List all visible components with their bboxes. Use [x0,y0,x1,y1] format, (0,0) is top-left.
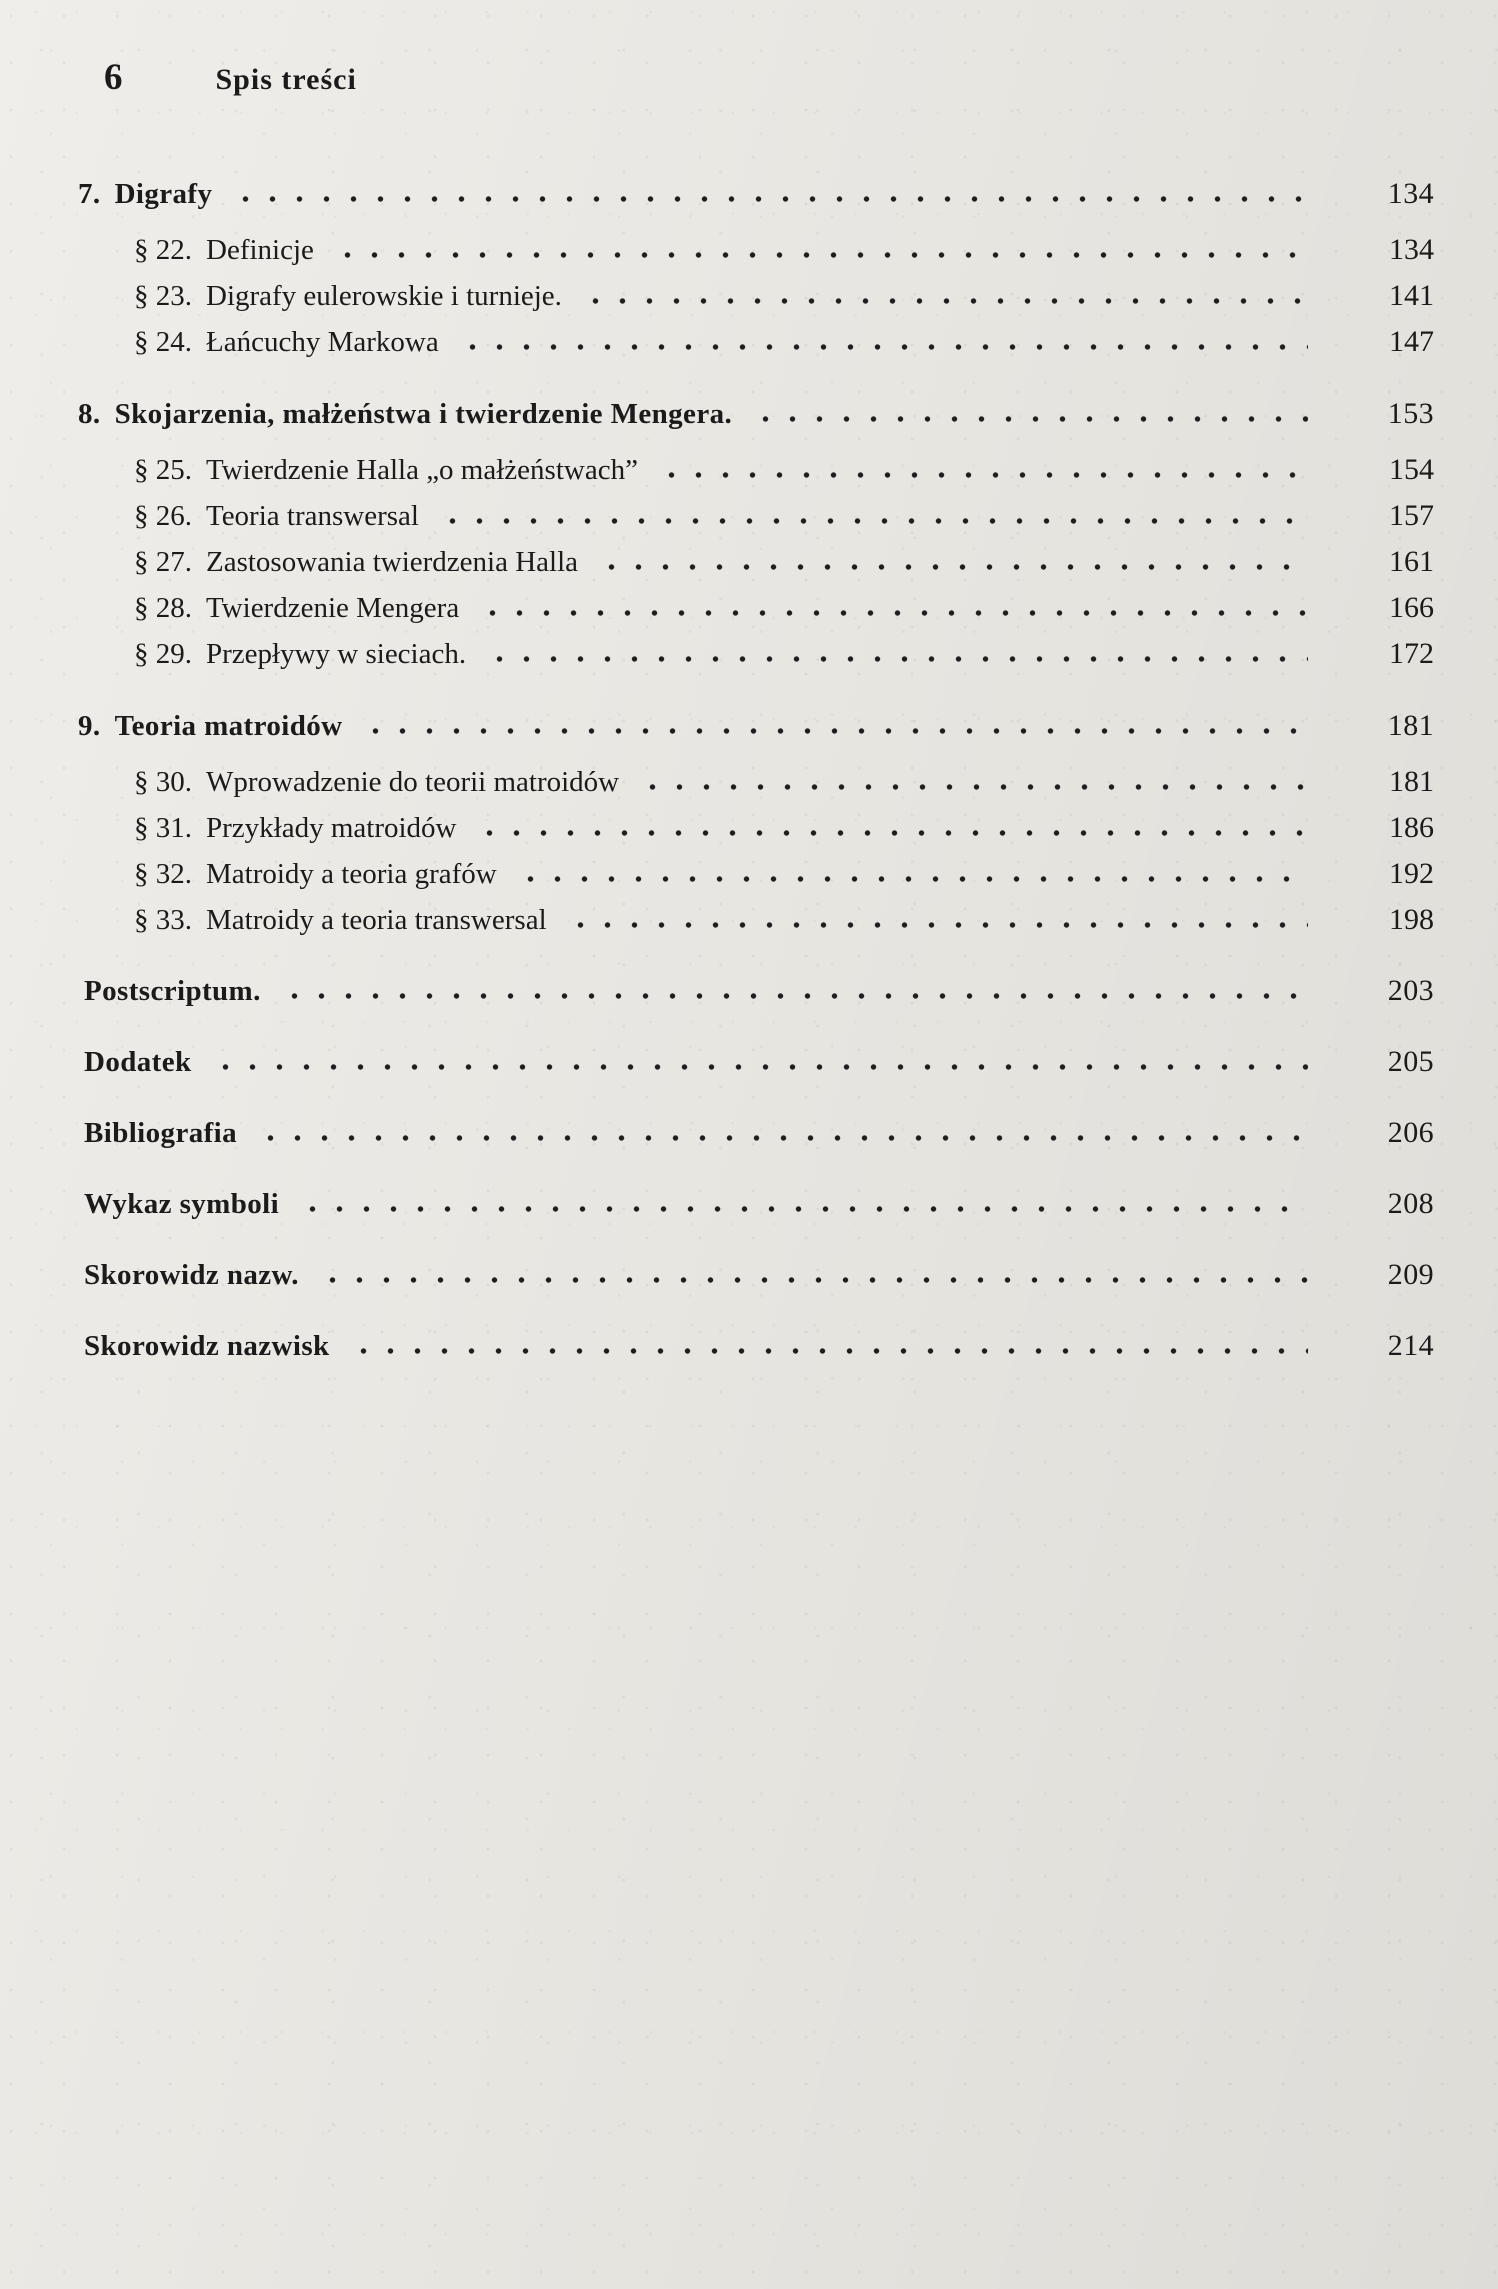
entry-title: Łańcuchy Markowa [206,326,439,358]
toc-entry-section-25 [78,447,1434,493]
entry-number: § 32. [134,858,192,890]
toc-entry-section-28 [78,585,1434,631]
entry-page-number: 206 [1387,1116,1434,1149]
dot-leader [346,1323,1308,1369]
entry-number: § 25. [134,454,192,486]
toc-entry-section-29 [78,631,1434,677]
dot-leader [455,319,1308,365]
entry-page-number: 153 [1387,397,1434,430]
entry-title: Zastosowania twierdzenia Halla [206,546,579,578]
entry-title: Skorowidz nazwisk [84,1330,330,1362]
entry-number: § 27. [134,546,192,578]
entry-page-number: 186 [1389,811,1434,844]
toc-entry-chapter-8 [78,391,1434,437]
entry-page-number: 203 [1387,974,1434,1007]
toc-entry-section-30 [78,759,1434,805]
toc-entry-section-33 [78,897,1434,943]
entry-page-number: 134 [1387,177,1434,210]
entry-title: Definicje [206,234,314,266]
dot-leader [472,805,1308,851]
running-head [78,56,1434,99]
dot-leader [513,851,1308,897]
entry-title: Przykłady matroidów [206,812,457,844]
folio-page-number: 6 [104,57,124,98]
table-of-contents [78,171,1434,1369]
dot-leader [358,703,1308,749]
dot-leader [594,539,1308,585]
entry-number: 7. [78,178,101,210]
entry-number: 9. [78,710,101,742]
page-title: Spis treści [215,63,357,96]
dot-leader [330,227,1308,273]
dot-leader [654,447,1308,493]
toc-entry-section-22 [78,227,1434,273]
entry-title: Matroidy a teoria grafów [206,858,497,890]
toc-entry-section-31 [78,805,1434,851]
entry-title: Wykaz symboli [84,1188,280,1220]
entry-number: 8. [78,398,101,430]
entry-page-number: 172 [1389,637,1434,670]
toc-entry-skorowidz-nazw [78,1252,1434,1298]
dot-leader [563,897,1308,943]
entry-title: Twierdzenie Mengera [206,592,460,624]
dot-leader [295,1181,1308,1227]
entry-page-number: 198 [1389,903,1434,936]
entry-page-number: 192 [1389,857,1434,890]
entry-page-number: 157 [1389,499,1434,532]
toc-entry-section-27 [78,539,1434,585]
entry-page-number: 161 [1389,545,1434,578]
dot-leader [315,1252,1308,1298]
entry-page-number: 209 [1387,1258,1434,1291]
toc-entry-postscriptum [78,968,1434,1014]
dot-leader [635,759,1308,805]
entry-page-number: 147 [1389,325,1434,358]
entry-title: Postscriptum. [84,975,261,1007]
entry-number: § 29. [134,638,192,670]
entry-title: Digrafy eulerowskie i turnieje. [206,280,562,312]
entry-title: Przepływy w sieciach. [206,638,467,670]
entry-number: § 31. [134,812,192,844]
dot-leader [253,1110,1308,1156]
entry-title: Dodatek [84,1046,192,1078]
entry-page-number: 141 [1389,279,1434,312]
entry-number: § 23. [134,280,192,312]
entry-title: Bibliografia [84,1117,238,1149]
entry-number: § 28. [134,592,192,624]
dot-leader [748,391,1308,437]
page-content [78,56,1434,1369]
entry-title: Skojarzenia, małżeństwa i twierdzenie Mengera. [114,398,733,430]
entry-number: § 30. [134,766,192,798]
entry-number: § 33. [134,904,192,936]
dot-leader [228,171,1308,217]
toc-entry-section-24 [78,319,1434,365]
toc-entry-chapter-9 [78,703,1434,749]
dot-leader [482,631,1308,677]
entry-title: Teoria transwersal [206,500,419,532]
entry-page-number: 214 [1387,1329,1434,1362]
entry-page-number: 205 [1387,1045,1434,1078]
dot-leader [277,968,1308,1014]
entry-title: Wprowadzenie do teorii matroidów [206,766,620,798]
entry-title: Skorowidz nazw. [84,1259,299,1291]
entry-page-number: 208 [1387,1187,1434,1220]
entry-number: § 26. [134,500,192,532]
entry-number: § 22. [134,234,192,266]
entry-page-number: 181 [1389,765,1434,798]
toc-entry-bibliografia [78,1110,1434,1156]
entry-title: Matroidy a teoria transwersal [206,904,547,936]
entry-page-number: 134 [1389,233,1434,266]
dot-leader [578,273,1308,319]
toc-entry-section-26 [78,493,1434,539]
toc-entry-section-23 [78,273,1434,319]
toc-entry-dodatek [78,1039,1434,1085]
entry-page-number: 181 [1387,709,1434,742]
toc-entry-section-32 [78,851,1434,897]
entry-page-number: 166 [1389,591,1434,624]
entry-title: Teoria matroidów [114,710,343,742]
entry-page-number: 154 [1389,453,1434,486]
toc-entry-wykaz-symboli [78,1181,1434,1227]
dot-leader [435,493,1308,539]
entry-number: § 24. [134,326,192,358]
dot-leader [208,1039,1308,1085]
dot-leader [475,585,1308,631]
entry-title: Digrafy [114,178,213,210]
toc-entry-skorowidz-nazwisk [78,1323,1434,1369]
toc-entry-chapter-7 [78,171,1434,217]
entry-title: Twierdzenie Halla „o małżeństwach” [206,454,638,486]
